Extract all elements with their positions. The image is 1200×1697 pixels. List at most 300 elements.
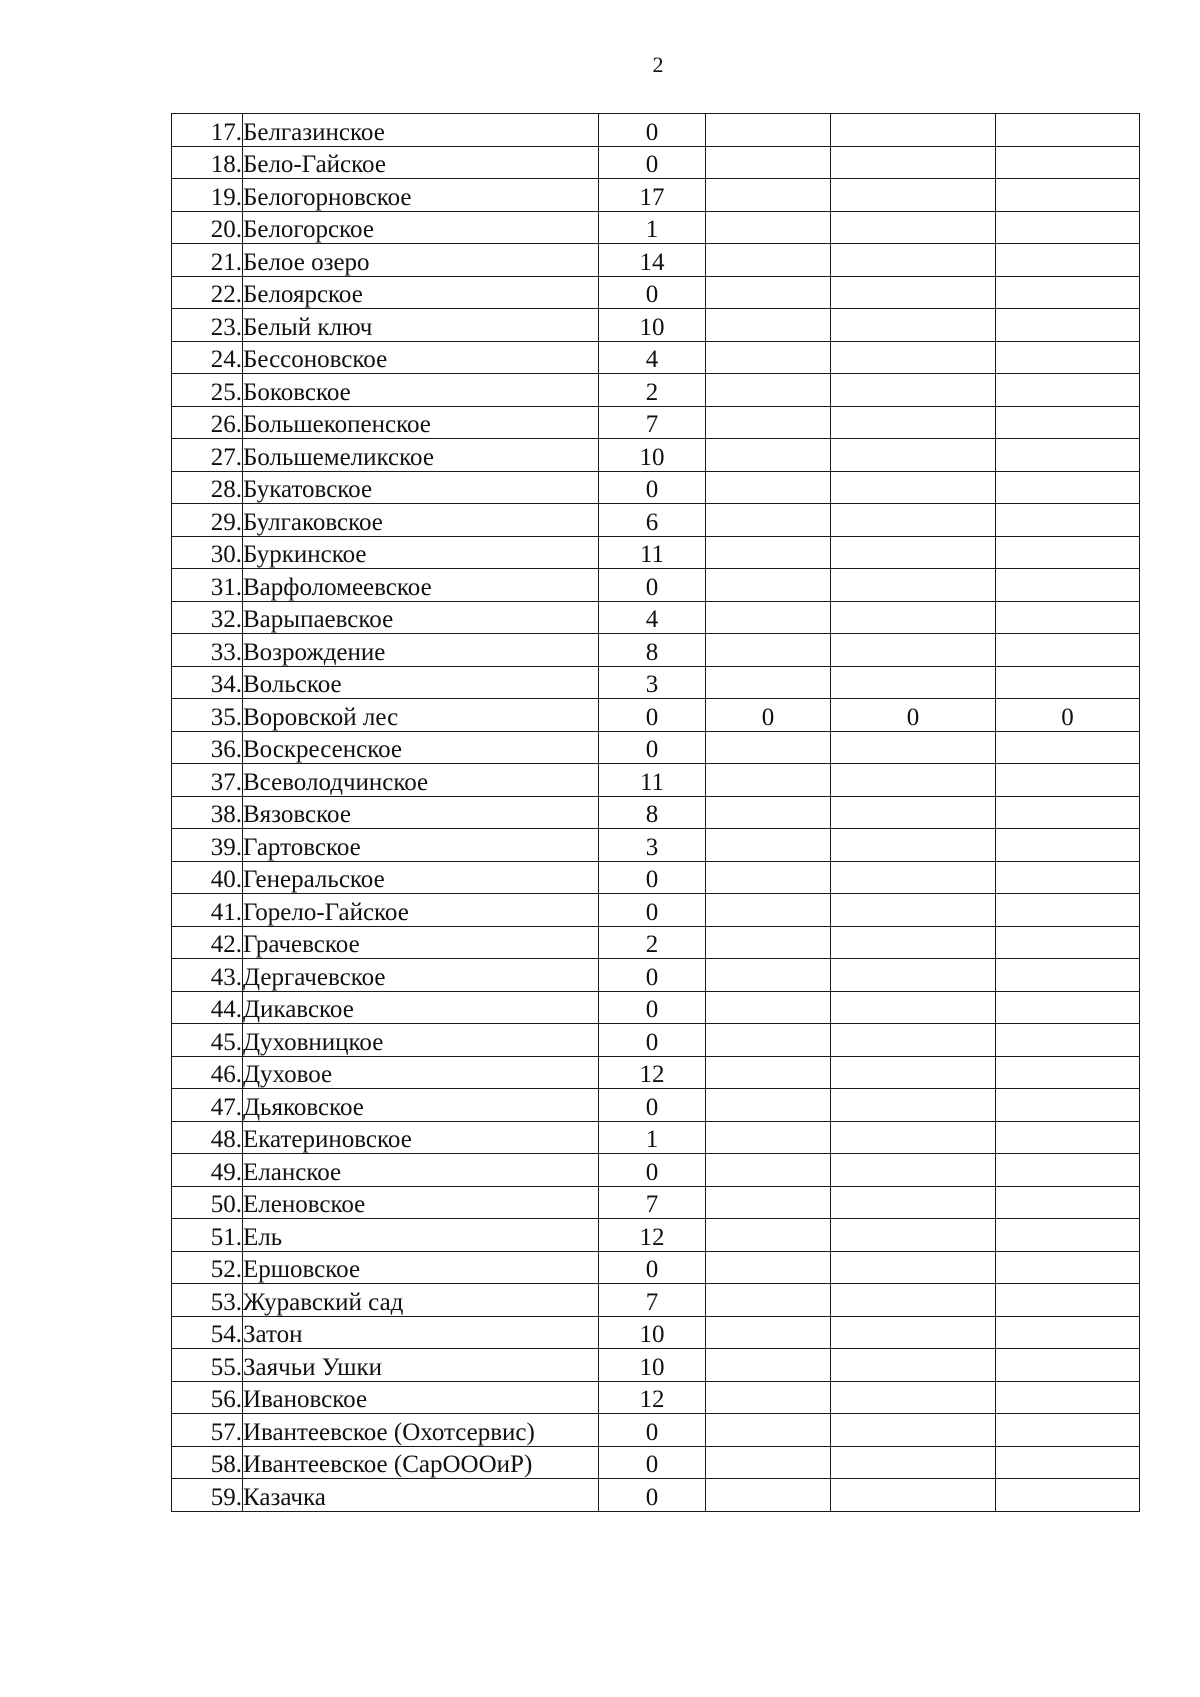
ground-name-cell: Ивановское xyxy=(243,1381,599,1414)
value-cell-4 xyxy=(706,601,831,634)
row-number-cell: 53. xyxy=(172,1284,243,1317)
value-cell-4 xyxy=(706,276,831,309)
value-cell-6 xyxy=(996,211,1140,244)
count-cell: 0 xyxy=(599,894,706,927)
ground-name-cell: Белоярское xyxy=(243,276,599,309)
table-row xyxy=(172,244,1140,277)
ground-name-cell: Ершовское xyxy=(243,1251,599,1284)
ground-name-cell: Бессоновское xyxy=(243,341,599,374)
count-cell: 0 xyxy=(599,471,706,504)
row-number-cell: 58. xyxy=(172,1446,243,1479)
value-cell-5 xyxy=(831,1446,996,1479)
value-cell-4 xyxy=(706,1121,831,1154)
table-row xyxy=(172,1349,1140,1382)
value-cell-4 xyxy=(706,1251,831,1284)
row-number-cell: 47. xyxy=(172,1089,243,1122)
ground-name-cell: Ивантеевское (Охотсервис) xyxy=(243,1414,599,1447)
count-cell: 0 xyxy=(599,699,706,732)
count-cell: 0 xyxy=(599,1251,706,1284)
ground-name-cell: Белогорское xyxy=(243,211,599,244)
row-number-cell: 28. xyxy=(172,471,243,504)
ground-name-cell: Большемеликское xyxy=(243,439,599,472)
table-row xyxy=(172,504,1140,537)
count-cell: 2 xyxy=(599,926,706,959)
ground-name-cell: Бело-Гайское xyxy=(243,146,599,179)
table-row xyxy=(172,1154,1140,1187)
table-row xyxy=(172,309,1140,342)
row-number-cell: 18. xyxy=(172,146,243,179)
ground-name-cell: Грачевское xyxy=(243,926,599,959)
count-cell: 0 xyxy=(599,1024,706,1057)
table-body xyxy=(172,114,1140,1512)
value-cell-5 xyxy=(831,991,996,1024)
value-cell-6 xyxy=(996,829,1140,862)
value-cell-6 xyxy=(996,179,1140,212)
row-number-cell: 42. xyxy=(172,926,243,959)
value-cell-6 xyxy=(996,861,1140,894)
value-cell-6 xyxy=(996,601,1140,634)
value-cell-6 xyxy=(996,796,1140,829)
value-cell-6 xyxy=(996,1479,1140,1512)
row-number-cell: 22. xyxy=(172,276,243,309)
value-cell-5 xyxy=(831,1186,996,1219)
value-cell-6 xyxy=(996,926,1140,959)
ground-name-cell: Большекопенское xyxy=(243,406,599,439)
value-cell-4 xyxy=(706,1219,831,1252)
value-cell-4 xyxy=(706,406,831,439)
value-cell-6 xyxy=(996,244,1140,277)
value-cell-6 xyxy=(996,471,1140,504)
count-cell: 0 xyxy=(599,1414,706,1447)
value-cell-4 xyxy=(706,211,831,244)
table-row xyxy=(172,764,1140,797)
value-cell-4 xyxy=(706,829,831,862)
count-cell: 7 xyxy=(599,1186,706,1219)
ground-name-cell: Всеволодчинское xyxy=(243,764,599,797)
ground-name-cell: Затон xyxy=(243,1316,599,1349)
ground-name-cell: Еланское xyxy=(243,1154,599,1187)
count-cell: 3 xyxy=(599,666,706,699)
count-cell: 0 xyxy=(599,1089,706,1122)
count-cell: 12 xyxy=(599,1056,706,1089)
value-cell-5 xyxy=(831,1089,996,1122)
value-cell-5 xyxy=(831,796,996,829)
value-cell-5 xyxy=(831,634,996,667)
ground-name-cell: Еленовское xyxy=(243,1186,599,1219)
count-cell: 4 xyxy=(599,601,706,634)
value-cell-5 xyxy=(831,1251,996,1284)
value-cell-4 xyxy=(706,1479,831,1512)
count-cell: 10 xyxy=(599,1349,706,1382)
value-cell-5 xyxy=(831,1024,996,1057)
table-row xyxy=(172,1479,1140,1512)
value-cell-5 xyxy=(831,1316,996,1349)
value-cell-6 xyxy=(996,536,1140,569)
row-number-cell: 54. xyxy=(172,1316,243,1349)
ground-name-cell: Белгазинское xyxy=(243,114,599,147)
value-cell-6 xyxy=(996,569,1140,602)
value-cell-4 xyxy=(706,439,831,472)
table-row xyxy=(172,991,1140,1024)
value-cell-5 xyxy=(831,1284,996,1317)
row-number-cell: 19. xyxy=(172,179,243,212)
table-row xyxy=(172,341,1140,374)
row-number-cell: 36. xyxy=(172,731,243,764)
value-cell-6 xyxy=(996,114,1140,147)
value-cell-6 xyxy=(996,1316,1140,1349)
value-cell-6 xyxy=(996,1089,1140,1122)
value-cell-6 xyxy=(996,146,1140,179)
count-cell: 0 xyxy=(599,1154,706,1187)
table-row xyxy=(172,276,1140,309)
row-number-cell: 33. xyxy=(172,634,243,667)
value-cell-5 xyxy=(831,504,996,537)
row-number-cell: 26. xyxy=(172,406,243,439)
row-number-cell: 50. xyxy=(172,1186,243,1219)
value-cell-6 xyxy=(996,1381,1140,1414)
count-cell: 7 xyxy=(599,406,706,439)
row-number-cell: 43. xyxy=(172,959,243,992)
value-cell-4 xyxy=(706,341,831,374)
value-cell-5 xyxy=(831,666,996,699)
value-cell-4 xyxy=(706,764,831,797)
value-cell-6 xyxy=(996,1219,1140,1252)
value-cell-5 xyxy=(831,439,996,472)
value-cell-4 xyxy=(706,1446,831,1479)
value-cell-5 xyxy=(831,179,996,212)
table-row xyxy=(172,699,1140,732)
table-row xyxy=(172,1316,1140,1349)
row-number-cell: 27. xyxy=(172,439,243,472)
row-number-cell: 21. xyxy=(172,244,243,277)
value-cell-6 xyxy=(996,1024,1140,1057)
value-cell-5 xyxy=(831,1349,996,1382)
table-row xyxy=(172,1024,1140,1057)
table-row xyxy=(172,1446,1140,1479)
count-cell: 1 xyxy=(599,211,706,244)
value-cell-5 xyxy=(831,1056,996,1089)
count-cell: 0 xyxy=(599,731,706,764)
count-cell: 10 xyxy=(599,439,706,472)
ground-name-cell: Белый ключ xyxy=(243,309,599,342)
value-cell-5 xyxy=(831,829,996,862)
table-row xyxy=(172,731,1140,764)
table-row xyxy=(172,829,1140,862)
value-cell-4 xyxy=(706,1089,831,1122)
value-cell-4 xyxy=(706,569,831,602)
ground-name-cell: Гартовское xyxy=(243,829,599,862)
value-cell-5 xyxy=(831,1414,996,1447)
value-cell-5 xyxy=(831,244,996,277)
row-number-cell: 20. xyxy=(172,211,243,244)
row-number-cell: 44. xyxy=(172,991,243,1024)
value-cell-6 xyxy=(996,1349,1140,1382)
value-cell-5 xyxy=(831,1381,996,1414)
value-cell-6 xyxy=(996,731,1140,764)
table-row xyxy=(172,439,1140,472)
value-cell-4 xyxy=(706,179,831,212)
table-row xyxy=(172,211,1140,244)
count-cell: 0 xyxy=(599,114,706,147)
ground-name-cell: Ель xyxy=(243,1219,599,1252)
count-cell: 0 xyxy=(599,991,706,1024)
value-cell-5 xyxy=(831,926,996,959)
ground-name-cell: Духовницкое xyxy=(243,1024,599,1057)
value-cell-4 xyxy=(706,1154,831,1187)
ground-name-cell: Буркинское xyxy=(243,536,599,569)
value-cell-4 xyxy=(706,244,831,277)
value-cell-6: 0 xyxy=(996,699,1140,732)
value-cell-4 xyxy=(706,309,831,342)
value-cell-5 xyxy=(831,861,996,894)
value-cell-5 xyxy=(831,374,996,407)
table-row xyxy=(172,536,1140,569)
count-cell: 4 xyxy=(599,341,706,374)
row-number-cell: 45. xyxy=(172,1024,243,1057)
count-cell: 10 xyxy=(599,1316,706,1349)
value-cell-4 xyxy=(706,146,831,179)
ground-name-cell: Заячьи Ушки xyxy=(243,1349,599,1382)
value-cell-5 xyxy=(831,731,996,764)
value-cell-6 xyxy=(996,959,1140,992)
value-cell-5 xyxy=(831,341,996,374)
row-number-cell: 39. xyxy=(172,829,243,862)
ground-name-cell: Вязовское xyxy=(243,796,599,829)
value-cell-6 xyxy=(996,634,1140,667)
row-number-cell: 59. xyxy=(172,1479,243,1512)
row-number-cell: 51. xyxy=(172,1219,243,1252)
ground-name-cell: Казачка xyxy=(243,1479,599,1512)
count-cell: 0 xyxy=(599,569,706,602)
table-row xyxy=(172,1056,1140,1089)
table-row xyxy=(172,861,1140,894)
value-cell-6 xyxy=(996,439,1140,472)
count-cell: 11 xyxy=(599,536,706,569)
table-row xyxy=(172,894,1140,927)
row-number-cell: 38. xyxy=(172,796,243,829)
count-cell: 6 xyxy=(599,504,706,537)
value-cell-5 xyxy=(831,211,996,244)
value-cell-6 xyxy=(996,1446,1140,1479)
value-cell-6 xyxy=(996,1414,1140,1447)
table-row xyxy=(172,406,1140,439)
value-cell-4 xyxy=(706,1024,831,1057)
table-row xyxy=(172,1089,1140,1122)
value-cell-5 xyxy=(831,146,996,179)
ground-name-cell: Воскресенское xyxy=(243,731,599,764)
row-number-cell: 32. xyxy=(172,601,243,634)
value-cell-4 xyxy=(706,991,831,1024)
row-number-cell: 56. xyxy=(172,1381,243,1414)
ground-name-cell: Воровской лес xyxy=(243,699,599,732)
count-cell: 0 xyxy=(599,146,706,179)
count-cell: 1 xyxy=(599,1121,706,1154)
value-cell-6 xyxy=(996,764,1140,797)
value-cell-6 xyxy=(996,1056,1140,1089)
table-row xyxy=(172,1381,1140,1414)
value-cell-4 xyxy=(706,536,831,569)
ground-name-cell: Возрождение xyxy=(243,634,599,667)
value-cell-4 xyxy=(706,861,831,894)
table-row xyxy=(172,1414,1140,1447)
ground-name-cell: Журавский сад xyxy=(243,1284,599,1317)
count-cell: 10 xyxy=(599,309,706,342)
table-row xyxy=(172,926,1140,959)
value-cell-4 xyxy=(706,731,831,764)
count-cell: 0 xyxy=(599,861,706,894)
value-cell-5 xyxy=(831,1219,996,1252)
value-cell-4 xyxy=(706,374,831,407)
count-cell: 7 xyxy=(599,1284,706,1317)
ground-name-cell: Дьяковское xyxy=(243,1089,599,1122)
value-cell-6 xyxy=(996,1154,1140,1187)
ground-name-cell: Дикавское xyxy=(243,991,599,1024)
table-row xyxy=(172,1251,1140,1284)
value-cell-5 xyxy=(831,309,996,342)
row-number-cell: 46. xyxy=(172,1056,243,1089)
ground-name-cell: Екатериновское xyxy=(243,1121,599,1154)
table-row xyxy=(172,146,1140,179)
row-number-cell: 52. xyxy=(172,1251,243,1284)
table-row xyxy=(172,114,1140,147)
value-cell-4 xyxy=(706,796,831,829)
ground-name-cell: Белогорновское xyxy=(243,179,599,212)
count-cell: 0 xyxy=(599,959,706,992)
value-cell-6 xyxy=(996,1186,1140,1219)
value-cell-5 xyxy=(831,1121,996,1154)
ground-name-cell: Вольское xyxy=(243,666,599,699)
row-number-cell: 30. xyxy=(172,536,243,569)
ground-name-cell: Белое озеро xyxy=(243,244,599,277)
value-cell-4 xyxy=(706,926,831,959)
value-cell-6 xyxy=(996,406,1140,439)
ground-name-cell: Горело-Гайское xyxy=(243,894,599,927)
value-cell-5 xyxy=(831,569,996,602)
value-cell-6 xyxy=(996,341,1140,374)
table-row xyxy=(172,1121,1140,1154)
row-number-cell: 29. xyxy=(172,504,243,537)
value-cell-4 xyxy=(706,114,831,147)
ground-name-cell: Ивантеевское (СарОООиР) xyxy=(243,1446,599,1479)
table-row xyxy=(172,471,1140,504)
value-cell-6 xyxy=(996,374,1140,407)
value-cell-5 xyxy=(831,1154,996,1187)
ground-name-cell: Варфоломеевское xyxy=(243,569,599,602)
ground-name-cell: Булгаковское xyxy=(243,504,599,537)
value-cell-4 xyxy=(706,1381,831,1414)
table-row xyxy=(172,959,1140,992)
row-number-cell: 57. xyxy=(172,1414,243,1447)
ground-name-cell: Варыпаевское xyxy=(243,601,599,634)
count-cell: 0 xyxy=(599,1479,706,1512)
table-row xyxy=(172,1284,1140,1317)
table-row xyxy=(172,569,1140,602)
count-cell: 12 xyxy=(599,1219,706,1252)
ground-name-cell: Букатовское xyxy=(243,471,599,504)
value-cell-6 xyxy=(996,504,1140,537)
ground-name-cell: Дергачевское xyxy=(243,959,599,992)
row-number-cell: 41. xyxy=(172,894,243,927)
table-row xyxy=(172,1219,1140,1252)
value-cell-6 xyxy=(996,991,1140,1024)
value-cell-6 xyxy=(996,1284,1140,1317)
value-cell-5 xyxy=(831,114,996,147)
value-cell-4 xyxy=(706,1186,831,1219)
row-number-cell: 37. xyxy=(172,764,243,797)
row-number-cell: 23. xyxy=(172,309,243,342)
count-cell: 0 xyxy=(599,276,706,309)
value-cell-4 xyxy=(706,1284,831,1317)
value-cell-4: 0 xyxy=(706,699,831,732)
page-number: 2 xyxy=(652,52,664,77)
value-cell-6 xyxy=(996,1121,1140,1154)
table-row xyxy=(172,796,1140,829)
table-row xyxy=(172,666,1140,699)
count-cell: 14 xyxy=(599,244,706,277)
row-number-cell: 34. xyxy=(172,666,243,699)
value-cell-5 xyxy=(831,959,996,992)
ground-name-cell: Генеральское xyxy=(243,861,599,894)
value-cell-5: 0 xyxy=(831,699,996,732)
value-cell-6 xyxy=(996,309,1140,342)
value-cell-4 xyxy=(706,634,831,667)
row-number-cell: 49. xyxy=(172,1154,243,1187)
value-cell-4 xyxy=(706,959,831,992)
row-number-cell: 25. xyxy=(172,374,243,407)
hunting-grounds-table xyxy=(171,113,1140,1512)
ground-name-cell: Духовое xyxy=(243,1056,599,1089)
value-cell-4 xyxy=(706,1414,831,1447)
value-cell-5 xyxy=(831,536,996,569)
value-cell-4 xyxy=(706,504,831,537)
table-row xyxy=(172,374,1140,407)
row-number-cell: 24. xyxy=(172,341,243,374)
value-cell-4 xyxy=(706,1056,831,1089)
value-cell-5 xyxy=(831,1479,996,1512)
ground-name-cell: Боковское xyxy=(243,374,599,407)
table-row xyxy=(172,601,1140,634)
value-cell-4 xyxy=(706,894,831,927)
count-cell: 12 xyxy=(599,1381,706,1414)
count-cell: 8 xyxy=(599,634,706,667)
value-cell-4 xyxy=(706,666,831,699)
row-number-cell: 35. xyxy=(172,699,243,732)
value-cell-6 xyxy=(996,666,1140,699)
value-cell-5 xyxy=(831,601,996,634)
row-number-cell: 40. xyxy=(172,861,243,894)
row-number-cell: 55. xyxy=(172,1349,243,1382)
row-number-cell: 48. xyxy=(172,1121,243,1154)
value-cell-4 xyxy=(706,471,831,504)
value-cell-5 xyxy=(831,894,996,927)
count-cell: 17 xyxy=(599,179,706,212)
row-number-cell: 31. xyxy=(172,569,243,602)
value-cell-6 xyxy=(996,1251,1140,1284)
value-cell-6 xyxy=(996,894,1140,927)
value-cell-4 xyxy=(706,1349,831,1382)
value-cell-5 xyxy=(831,406,996,439)
value-cell-5 xyxy=(831,276,996,309)
count-cell: 2 xyxy=(599,374,706,407)
count-cell: 0 xyxy=(599,1446,706,1479)
value-cell-6 xyxy=(996,276,1140,309)
row-number-cell: 17. xyxy=(172,114,243,147)
count-cell: 8 xyxy=(599,796,706,829)
count-cell: 3 xyxy=(599,829,706,862)
value-cell-4 xyxy=(706,1316,831,1349)
table-row xyxy=(172,1186,1140,1219)
table-row xyxy=(172,179,1140,212)
